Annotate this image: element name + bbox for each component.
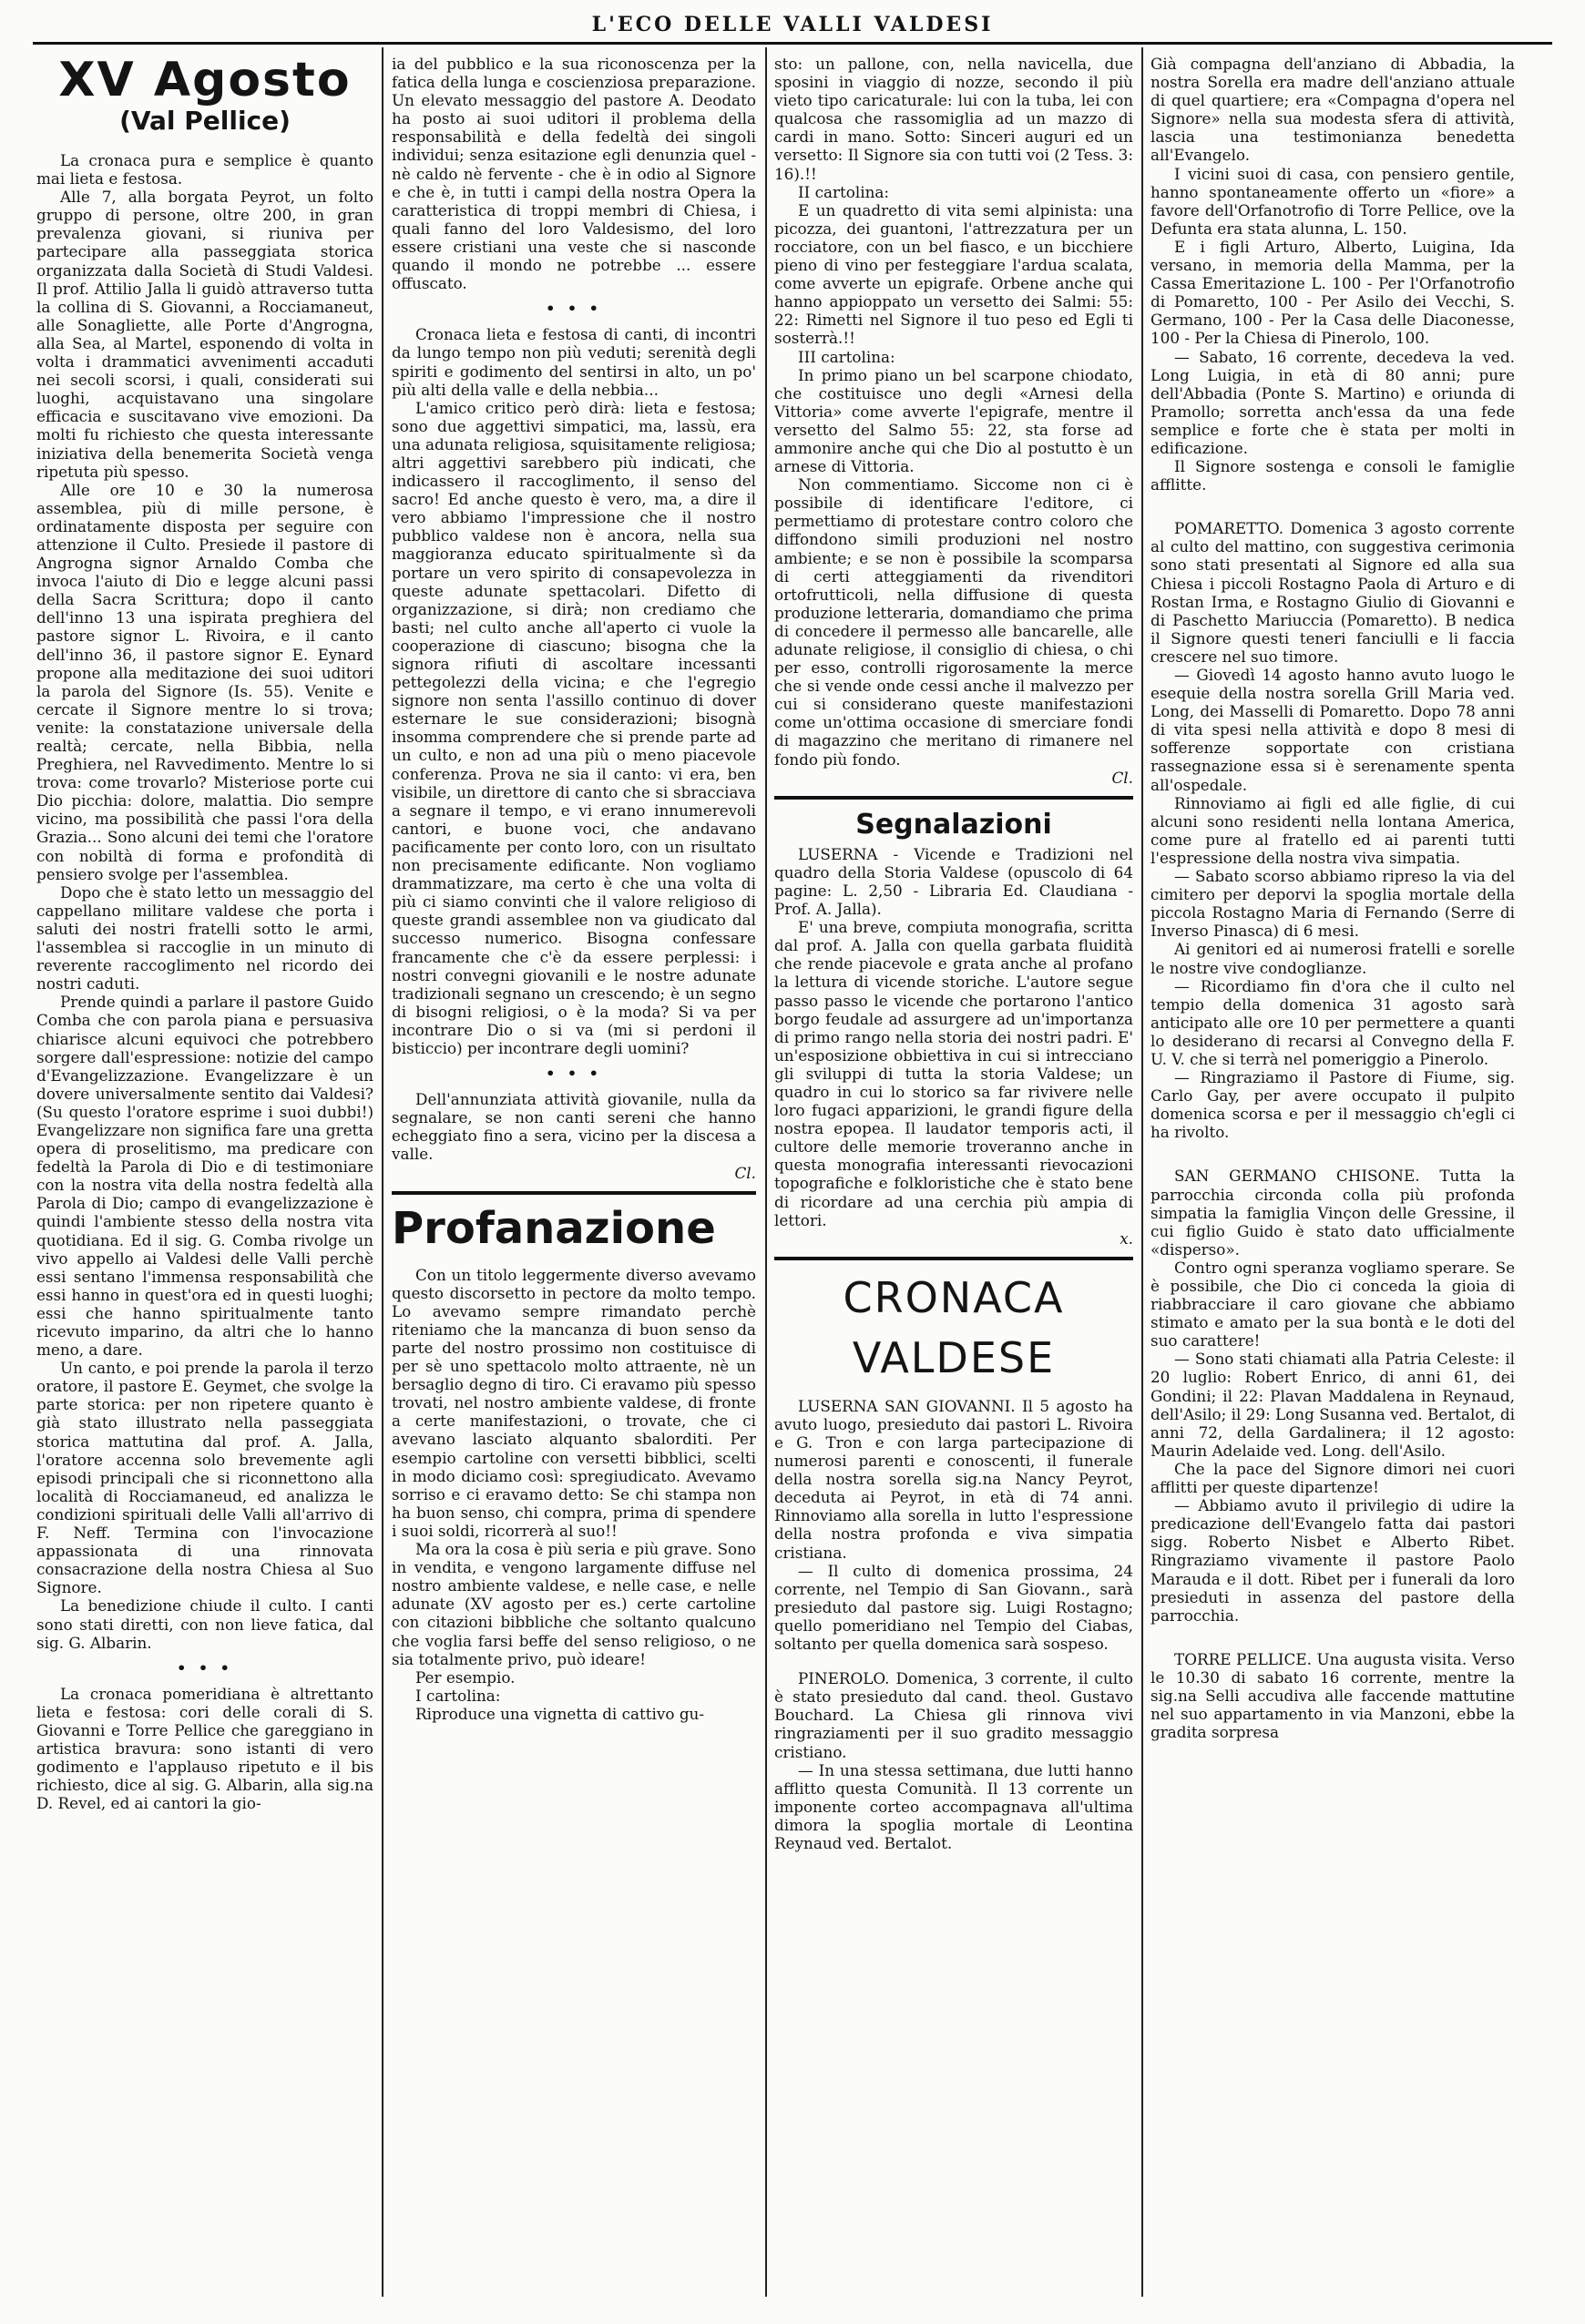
- paragraph: TORRE PELLICE. Una augusta visita. Verso le 10.30 di sabato 16 corrente, mentre la sig.na Selli accudiva alle faccende mattutine nel suo appartamento in via Manzoni, ebbe la gradita sorpresa: [1150, 1649, 1515, 1742]
- paragraph: — Sabato scorso abbiamo ripreso la via del cimitero per deporvi la spoglia mortale della piccola Rostagno Maria di Fernando (Serre di Inverso Pinasca) di 6 mesi.: [1150, 867, 1515, 941]
- paragraph: — Giovedì 14 agosto hanno avuto luogo le esequie della nostra sorella Grill Maria ved. Long, dei Masselli di Pomaretto. Dopo 78 anni di vita spesi nella attività e dopo 8 mesi di sofferenze sopportate con cristiana rassegnazione essa si è serenamente spenta all'ospedale.: [1150, 666, 1515, 794]
- section-rule: [774, 796, 1133, 800]
- section-separator: • • •: [546, 300, 602, 318]
- paragraph: PINEROLO. Domenica, 3 corrente, il culto è stato presieduto dal cand. theol. Gustavo Bouchard. La Chiesa gli rinnova vivi ringraziamenti per il suo gradito messaggio cristiano.: [774, 1669, 1133, 1761]
- paragraph: Per esempio.: [415, 1667, 516, 1687]
- section-separator: • • •: [177, 1658, 233, 1677]
- paragraph: — Il culto di domenica prossima, 24 corrente, nel Tempio di San Giovann., sarà presieduto dal pastore sig. Luigi Rostagno; quello pomeridiano nel Tempio del Ciabas, soltanto per quella domenica sarà sospeso.: [774, 1561, 1133, 1654]
- paragraph: Il Signore sostenga e consoli le famiglie afflitte.: [1150, 457, 1515, 494]
- paragraph: I cartolina:: [415, 1686, 501, 1705]
- paragraph: Prende quindi a parlare il pastore Guido Comba che con parola piana e persuasiva chiarisce alcuni equivoci che potrebbero sorgere dall'espressione: notizie del campo d'Evangelizzazione. Evangelizzare è un dovere universalmente sentito dai Valdesi? (Su questo l'oratore esprime i suoi dubbi!) Evangelizzare non significa fare una gretta opera di proselitismo, ma predicare con fedeltà la Parola di Dio e di testimoniare con la nostra vita della nostra fedeltà alla Parola di Dio; campo di evangelizzazione è quindi l'ambiente stesso della nostra vita quotidiana. Ed il sig. G. Comba rivolge un vivo appello ai Valdesi delle Valli perchè essi sentano l'immensa responsabilità che essi hanno in quest'ora ed in questi luoghi; essi che hanno spiritualmente tanto ricevuto imparino, da altri che lo hanno meno, a dare.: [36, 993, 373, 1360]
- paragraph: — In una stessa settimana, due lutti hanno afflitto questa Comunità. Il 13 corrente un imponente corteo accompagnava all'ultima dimora la spoglia mortale di Leontina Reynaud ved. Bertalot.: [774, 1760, 1133, 1852]
- paragraph: Alle ore 10 e 30 la numerosa assemblea, più di mille persone, è ordinatamente disposta per seguire con attenzione il Culto. Presiede il pastore di Angrogna signor Arnaldo Comba che invoca l'aiuto di Dio e legge alcuni passi della Sacra Scrittura; dopo il canto dell'inno 13 una ispirata preghiera del pastore signor L. Rivoira, e il canto dell'inno 36, il pastore signor E. Eynard propone alla meditazione dei suoi uditori la parola del Signore (Is. 55). Venite e cercate il Signore mentre lo si trova; venite: la constatazione universale della realtà; cercate, nella Bibbia, nella Preghiera, nel Ravvedimento. Mentre lo si trova: come trovarlo? Misteriose porte cui Dio picchia: dolore, malattia. Dio sempre vicino, ma possibilità che passi l'ora della Grazia... Sono alcuni dei temi che l'oratore con nobiltà di forma e profondità di pensiero svolge per l'assemblea.: [36, 480, 373, 883]
- paragraph: SAN GERMANO CHISONE. Tutta la parrocchia circonda colla più profonda simpatia la famiglia Vinçon delle Gressine, il cui figlio Guido è stato dato ufficialmente «disperso».: [1150, 1167, 1515, 1259]
- paragraph: Non commentiamo. Siccome non ci è possibile di identificare l'editore, ci permettiamo di protestare contro coloro che diffondono simili produzioni nel nostro ambiente; e se non è possibile la scomparsa di certi atteggiamenti da rivenditori ortofrutticoli, nella diffusione di questa produzione letteraria, domandiamo che prima di concedere il permesso alle bancarelle, alle adunate religiose, il consiglio di chiesa, o chi per esso, controlli rigorosamente la merce che si vende onde cessi anche il malvezzo per cui si considerano queste manifestazioni come un'ottima occasione di smerciare fondi di magazzino che meritano di rimanere nel fondo più fondo.: [774, 475, 1133, 769]
- paragraph: La cronaca pomeridiana è altrettanto lieta e festosa: cori delle corali di S. Giovanni e Torre Pellice che gareggiano in artistica bravura: sono istanti di vero godimento e l'applauso ripetuto e il bis richiesto, dice al sig. G. Albarin, alla sig.na D. Revel, ed ai cantori la gio-: [36, 1684, 373, 1813]
- section-title-cronaca-valdese: CRONACA VALDESE: [843, 1272, 1065, 1382]
- paragraph: II cartolina:: [798, 182, 890, 201]
- paragraph: ia del pubblico e la sua riconoscenza per la fatica della lunga e coscienziosa preparazione. Un elevato messaggio del pastore A. Deodato ha posto ai suoi uditori il problema della responsabilità e della fedeltà dei singoli individui; senza esitazione egli denunzia quel - nè caldo nè fervente - che è in odio al Signore e che è, in tutti i campi della nostra Opera la caratteristica di troppi membri di Chiesa, i quali fanno del loro Valdesismo, del loro essere cristiani una veste che si nasconde quando il mondo ne potrebbe ... essere offuscato.: [392, 55, 756, 293]
- column-divider: [1141, 47, 1143, 2297]
- paragraph: LUSERNA SAN GIOVANNI. Il 5 agosto ha avuto luogo, presieduto dai pastori L. Rivoira e G. Tron e con larga partecipazione di numerosi parenti e conoscenti, il funerale della nostra sorella sig.na Nancy Peyrot, deceduta ai Peyrot, in età di 74 anni. Rinnoviamo alla sorella in lutto l'espressione della nostra profonda e viva simpatia cristiana.: [774, 1396, 1133, 1562]
- paragraph: Riproduce una vignetta di cattivo gu-: [415, 1704, 705, 1723]
- section-title-profanazione: Profanazione: [392, 1202, 716, 1254]
- column-2: [392, 55, 756, 2295]
- column-divider: [765, 47, 767, 2297]
- paragraph: — Ringraziamo il Pastore di Fiume, sig. Carlo Gay, per avere occupato il pulpito domenica scorsa e per il messaggio ch'egli ci ha rivolto.: [1150, 1068, 1515, 1142]
- paragraph: Già compagna dell'anziano di Abbadia, la nostra Sorella era madre dell'anziano attuale di quel quartiere; era «Compagna d'opera nel Signore» nella sua modesta sfera di attività, lascia una testimonianza benedetta all'Evangelo.: [1150, 55, 1515, 165]
- author-signature: Cl.: [734, 1163, 756, 1182]
- section-rule: [774, 1257, 1133, 1260]
- paragraph: Un canto, e poi prende la parola il terzo oratore, il pastore E. Geymet, che svolge la parte storica: per non ripetere quanto è già stato illustrato nella passeggiata storica mattutina dal prof. A. Jalla, l'oratore accenna solo brevemente agli episodi principali che si riconnettono alla località di Rocciamaneud, ed analizza le condizioni spirituali delle Valli all'arrivo di F. Neff. Termina con l'invocazione appassionata di una rinnovata consacrazione della nostra Chiesa al Suo Signore.: [36, 1359, 373, 1597]
- paragraph: — Sono stati chiamati alla Patria Celeste: il 20 luglio: Robert Enrico, di anni 61, dei Gondini; il 22: Plavan Maddalena in Reynaud, dell'Asilo; il 29: Long Susanna ved. Bertalot, di anni 72, della Gardalinera; il 12 agosto: Maurin Adelaide ved. Long. dell'Asilo.: [1150, 1350, 1515, 1460]
- column-3: [774, 55, 1133, 2295]
- section-separator: • • •: [546, 1065, 602, 1083]
- paragraph: sto: un pallone, con, nella navicella, due sposini in viaggio di nozze, secondo il più vieto tipo caricaturale: lui con la tuba, lei con qualcosa che rassomiglia ad un mazzo di cardi in mano. Sotto: Sinceri auguri ed un versetto: Il Signore sia con tutti voi (2 Tess. 3: 16).!!: [774, 55, 1133, 183]
- paragraph: L'amico critico però dirà: lieta e festosa; sono due aggettivi simpatici, ma, lassù, era una adunata religiosa, squisitamente religiosa; altri aggettivi sarebbero più indicati, che indicassero il raccoglimento, il senso del sacro! Ed anche questo è vero, ma, a dire il vero abbiamo l'impressione che il nostro pubblico valdese non è ancora, nella sua maggioranza educato spiritualmente sì da portare un vero spirito di consapevolezza in queste adunate spettacolari. Difetto di organizzazione, si dirà; non crediamo che basti; nel culto anche all'aperto ci vuole la cooperazione di ciascuno; bisogna che la signora rifiuti di ascoltare incessanti pettegolezzi della vicina; e che l'egregio signore non senta l'assillo continuo di dover esternare le sue considerazioni; bisognà insomma comprendere che si prende parte ad un culto, e non ad una più o meno piacevole conferenza. Prova ne sia il canto: vi era, ben visibile, un direttore di canto che si sbracciava a segnare il tempo, e vi erano innumerevoli cantori, e buone voci, che andavano pacificamente per conto loro, con un risultato non precisamente edificante. Non vogliamo drammatizzare, ma certo è che una volta di più ci siamo convinti che il valore religioso di queste grandi assemblee non va giudicato dal successo numerico. Bisogna confessare francamente che c'è da essere perplessi: i nostri convegni giovanili e le nostre adunate tradizionali segnano un crescendo; è un segno di bisogni religiosi, o è la moda? Si va per incontrare Dio o si va (mi si perdoni il bisticcio) per incontrare degli uomini?: [392, 398, 756, 1057]
- paragraph: III cartolina:: [798, 347, 895, 366]
- paragraph: Cronaca lieta e festosa di canti, di incontri da lungo tempo non più veduti; serenità degli spiriti e godimento del sentirsi in alto, un po' più alti della valle e della nebbia...: [392, 325, 756, 399]
- paragraph: Che la pace del Signore dimori nei cuori afflitti per queste dipartenze!: [1150, 1459, 1515, 1497]
- masthead: L'ECO DELLE VALLI VALDESI: [591, 13, 994, 36]
- author-signature: x.: [1120, 1228, 1133, 1248]
- paragraph: Ai genitori ed ai numerosi fratelli e sorelle le nostre vive condoglianze.: [1150, 940, 1515, 977]
- article-title: XV Agosto: [58, 55, 352, 107]
- paragraph: Contro ogni speranza vogliamo sperare. Se è possibile, che Dio ci conceda la gioia di riabbracciare il caro giovane che abbiamo stimato e amato per la sua bontà e le doti del suo carattere!: [1150, 1258, 1515, 1351]
- article-subtitle: (Val Pellice): [119, 106, 291, 136]
- paragraph: — Abbiamo avuto il privilegio di udire la predicazione dell'Evangelo fatta dai pastori sigg. Roberto Nisbet e Alberto Ribet. Ringraziamo vivamente il pastore Paolo Marauda e il dott. Ribet per i funerali da loro presieduti in assenza del pastore della parrocchia.: [1150, 1496, 1515, 1625]
- paragraph: Dopo che è stato letto un messaggio del cappellano militare valdese che porta i saluti dei nostri fratelli sotto le armi, l'assemblea si raccoglie in un minuto di reverente raccoglimento nel ricordo dei nostri caduti.: [36, 882, 373, 994]
- paragraph: LUSERNA - Vicende e Tradizioni nel quadro della Storia Valdese (opuscolo di 64 pagine: L. 2,50 - Libraria Ed. Claudiana - Prof. A. Jalla).: [774, 844, 1133, 919]
- paragraph: Alle 7, alla borgata Peyrot, un folto gruppo di persone, oltre 200, in gran prevalenza giovani, si riuniva per partecipare alla passeggiata storica organizzata dalla Società di Studi Valdesi. Il prof. Attilio Jalla li guidò attraverso tutta la collina di S. Giovanni, a Rocciamaneut, alle Sonagliette, alle Porte d'Angrogna, alla Sea, al Martel, esponendo di volta in volta i drammatici avvenimenti accaduti nei secoli scorsi, i quali, considerati sui luoghi, acquistavano una singolare efficacia e suscitavano vive emozioni. Da molti fu richiesto che questa interessante iniziativa della benemerita Società venga ripetuta più spesso.: [36, 188, 373, 481]
- paragraph: — Sabato, 16 corrente, decedeva la ved. Long Luigia, in età di 80 anni; pure dell'Abbadia (Ponte S. Martino) e oriunda di Pramollo; sorretta anch'essa da una fede semplice e forte che è stata per molti in edificazione.: [1150, 347, 1515, 457]
- paragraph: E un quadretto di vita semi alpinista: una picozza, dei guantoni, l'attrezzatura per un rocciatore, con un bel fiasco, e un bicchiere pieno di vino per festeggiare l'ardua scalata, come avverte un epigrafe. Orbene anche qui hanno appioppato un versetto dei Salmi: 55: 22: Rimetti nel Signore il tuo peso ed Egli ti sosterrà.!!: [774, 200, 1133, 348]
- paragraph: La benedizione chiude il culto. I canti sono stati diretti, con non lieve fatica, dal sig. G. Albarin.: [36, 1596, 373, 1652]
- author-signature: Cl.: [1111, 768, 1133, 787]
- column-1: [36, 55, 373, 2295]
- masthead-rule: [33, 42, 1552, 45]
- column-divider: [382, 47, 383, 2297]
- paragraph: Dell'annunziata attività giovanile, nulla da segnalare, se non canti sereni che hanno echeggiato fino a sera, vicino per la discesa a valle.: [392, 1090, 756, 1164]
- paragraph: La cronaca pura e semplice è quanto mai lieta e festosa.: [36, 151, 373, 189]
- paragraph: E' una breve, compiuta monografia, scritta dal prof. A. Jalla con quella garbata fluidità che rende piacevole e grata anche al profano la lettura di vicende storiche. L'autore segue passo passo le vicende che portarono l'antico borgo feudale ad assurgere ad un'importanza di primo rango nella storia dei nostri padri. E' un'esposizione obbiettiva in cui si intrecciano gli sviluppi di tutta la storia Valdese; un quadro in cui lo storico sa far rivivere nelle loro fugaci apparizioni, le grandi figure della nostra epopea. Il laudator temporis acti, il cultore delle memorie troveranno anche in questa monografia interessanti rievocazioni topografiche e folkloristiche che è stato bene di ricordare ad una cerchia più ampia di lettori.: [774, 918, 1133, 1229]
- section-title-segnalazioni: Segnalazioni: [855, 808, 1052, 841]
- paragraph: I vicini suoi di casa, con pensiero gentile, hanno spontaneamente offerto un «fiore» a favore dell'Orfanotrofio di Torre Pellice, ove la Defunta era stata alunna, L. 150.: [1150, 164, 1515, 238]
- paragraph: Rinnoviamo ai figli ed alle figlie, di cui alcuni sono residenti nella lontana America, come pure al fratello ed ai parenti tutti l'espressione della nostra viva simpatia.: [1150, 793, 1515, 867]
- paragraph: E i figli Arturo, Alberto, Luigina, Ida versano, in memoria della Mamma, per la Cassa Emeritazione L. 100 - Per l'Orfanotrofio di Pomaretto, 100 - Per Asilo dei Vecchi, S. Germano, 100 - Per la Casa delle Diaconesse, 100 - Per la Chiesa di Pinerolo, 100.: [1150, 237, 1515, 348]
- paragraph: Con un titolo leggermente diverso avevamo questo discorsetto in pectore da molto tempo. Lo avevamo sempre rimandato perchè riteniamo che la mancanza di buon senso da parte del nostro prossimo non costituisce di per sè uno spettacolo molto attraente, nè un bersaglio degno di tiro. Ci eravamo più spesso trovati, nel nostro ambiente valdese, di fronte a certe manifestazioni, o trovate, che ci avevano lasciato alquanto sbalorditi. Per esempio cartoline con versetti bibblici, scelti in modo diciamo così: spregiudicato. Avevamo sorriso e ci eravamo detto: Se chi stampa non ha buon senso, chi compra, prima di spendere i suoi soldi, ricorrerà al suo!!: [392, 1265, 756, 1540]
- paragraph: Ma ora la cosa è più seria e più grave. Sono in vendita, e vengono largamente diffuse nel nostro ambiente valdese, e nelle case, e nelle adunate (XV agosto per es.) certe cartoline con citazioni bibbliche che soltanto qualcuno che voglia farsi beffe del senso religioso, o ne sia totalmente privo, può ideare!: [392, 1540, 756, 1668]
- paragraph: In primo piano un bel scarpone chiodato, che costituisce uno degli «Arnesi della Vittoria» come avverte l'epigrafe, mentre il versetto del Salmo 55: 22, sta forse ad ammonire anche qui che Dio al postutto è un arnese di Vittoria.: [774, 365, 1133, 476]
- section-rule: [392, 1191, 756, 1195]
- column-4: [1150, 55, 1515, 2295]
- paragraph: POMARETTO. Domenica 3 agosto corrente al culto del mattino, con suggestiva cerimonia sono stati presentati al Signore ed alla sua Chiesa i piccoli Rostagno Paola di Arturo e di Rostan Irma, e Rostagno Giulio di Giovanni e di Paschetto Mariuccia (Pomaretto). B nedica il Signore questi teneri fanciulli e li faccia crescere nel suo timore.: [1150, 519, 1515, 666]
- paragraph: — Ricordiamo fin d'ora che il culto nel tempio della domenica 31 agosto sarà anticipato alle ore 10 per permettere a quanti lo desiderano di recarsi al Convegno della F. U. V. che si terrà nel pomeriggio a Pinerolo.: [1150, 976, 1515, 1068]
